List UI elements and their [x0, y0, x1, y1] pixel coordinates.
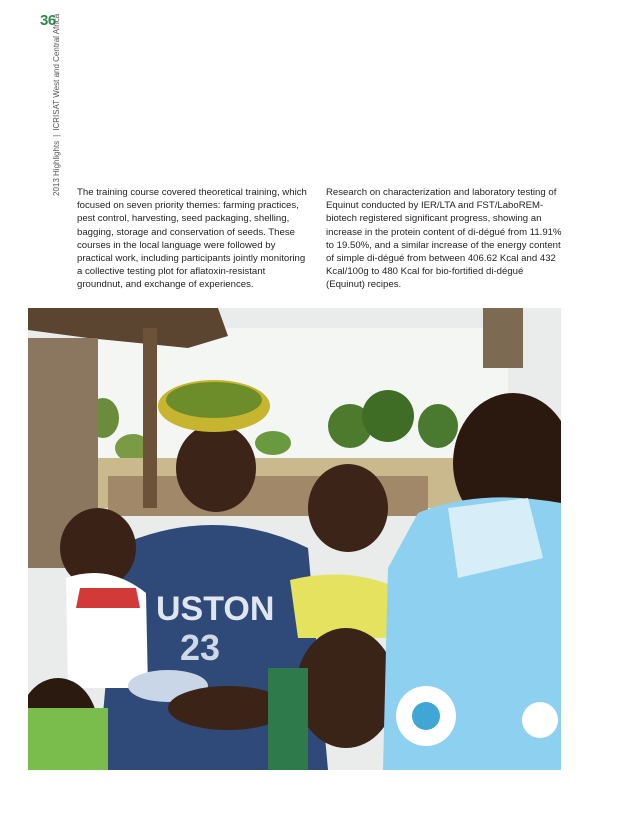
paragraph-research: Research on characterization and laboratory testing of Equinut conducted by IER/LTA and FST/LaboREM-biotech registered significant progress, showing an increase in the protein content of di-dégué from 11.91% to 19.50%, and a similar increase of the energy content of simple di-dégué from between 406.62 Kcal and 432 Kcal/100g to 480 Kcal for bio-fortified di-dégué (Equinut) recipes.: [326, 187, 562, 291]
shirt-text: USTON: [156, 590, 275, 628]
shirt-number: 23: [180, 627, 221, 668]
photo-women-and-children: [28, 308, 561, 770]
running-header-separator: |: [52, 134, 61, 137]
running-header: [52, 14, 61, 196]
page-number: 36: [40, 12, 56, 29]
running-title: 2013 Highlights: [52, 140, 61, 196]
paragraph-training: The training course covered theoretical training, which focused on seven priority themes: farming practices, pest control, harvesting, seed packaging, shelling, bagging, storage and conservation of seeds. These courses in the local language were followed by practical work, including participants jointly monitoring a collective testing plot for aflatoxin-resistant groundnut, and exchange of experiences.: [77, 187, 307, 291]
running-subtitle: ICRISAT West and Central Africa: [52, 13, 61, 131]
text-column-left: [77, 186, 313, 292]
text-column-right: [326, 186, 564, 292]
